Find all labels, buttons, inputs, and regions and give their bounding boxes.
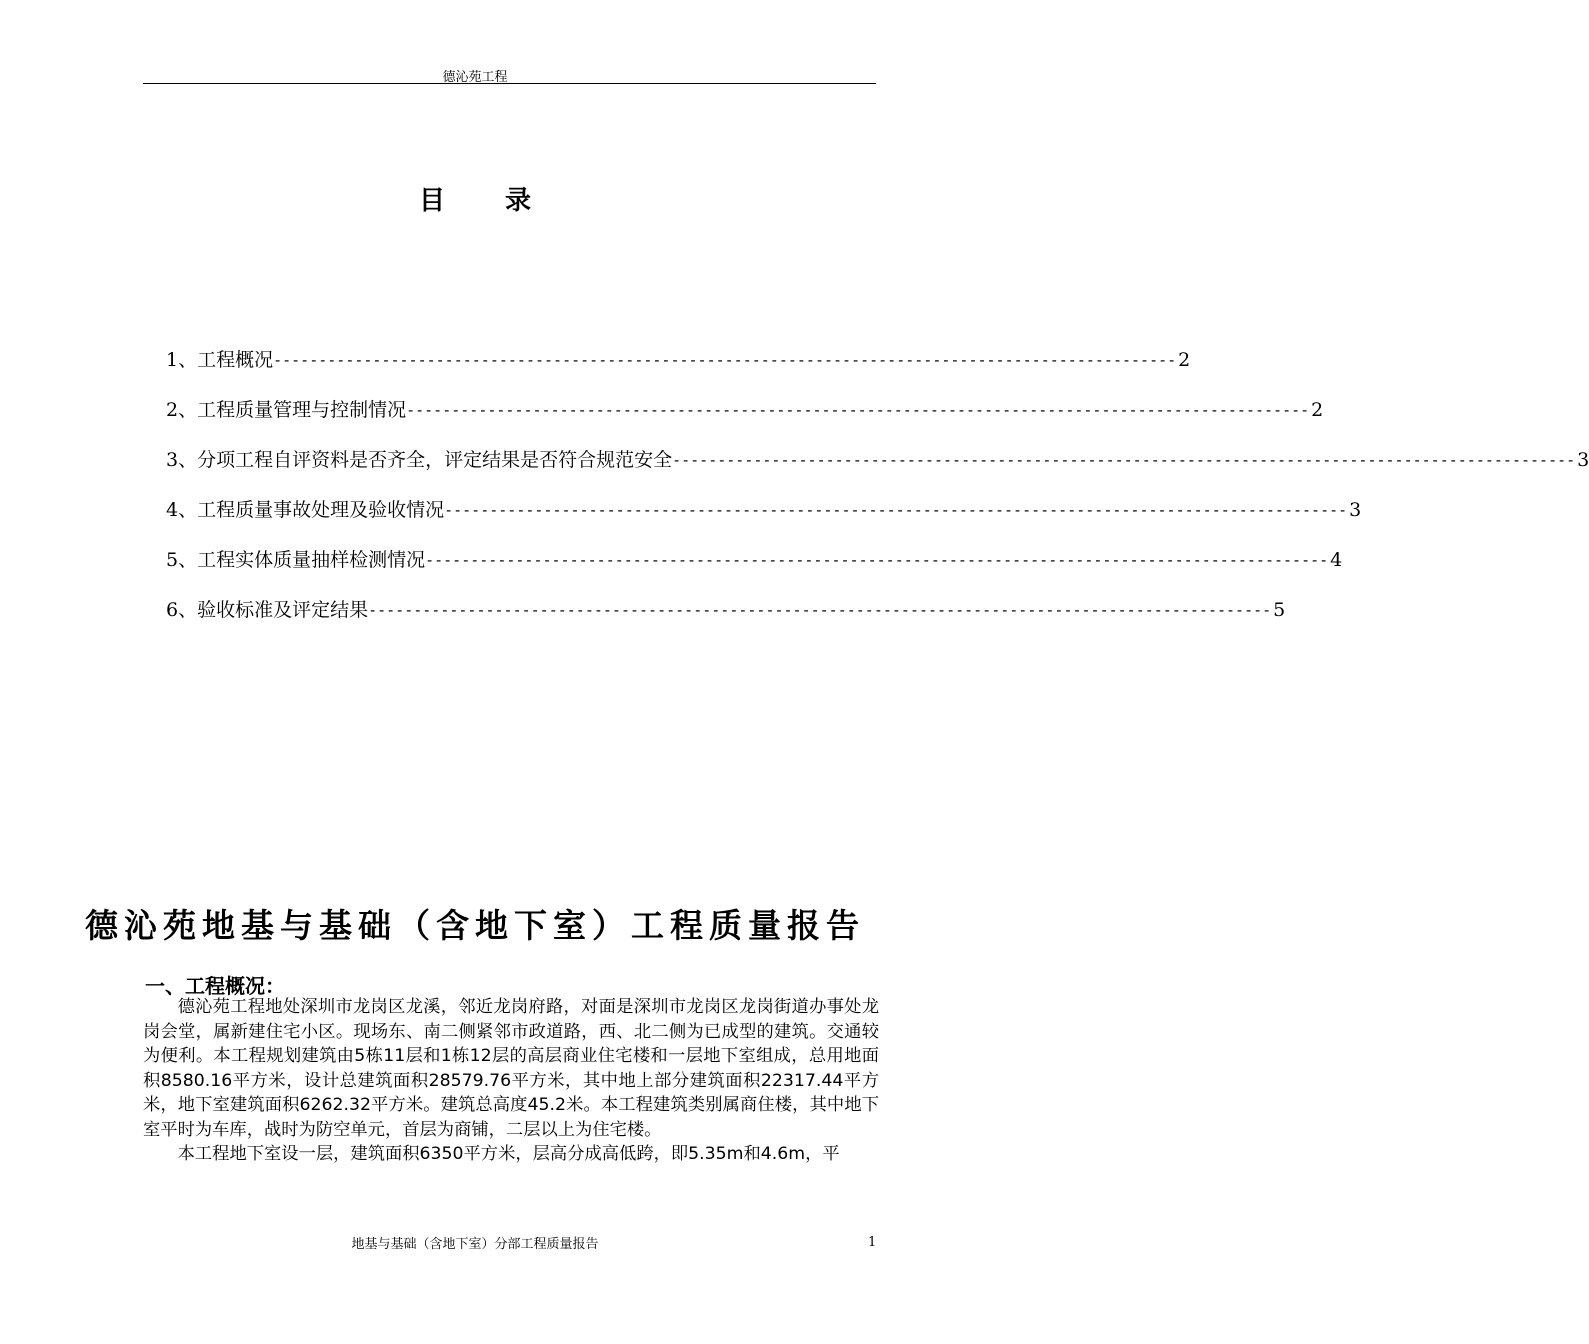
- toc-leader: ----------------------------------------------------------------------------------------------------: [368, 601, 1272, 619]
- toc-entry-label: 6、验收标准及评定结果: [166, 599, 369, 621]
- toc-entry-label: 5、工程实体质量抽样检测情况: [166, 549, 426, 571]
- toc-entry[interactable]: [166, 473, 1362, 523]
- toc-entry-page: 2: [1311, 399, 1324, 421]
- page-number: 1: [868, 1235, 877, 1250]
- toc-leader: ----------------------------------------------------------------------------------------------------: [444, 501, 1348, 519]
- body-paragraph: 德沁苑工程地处深圳市龙岗区龙溪，邻近龙岗府路，对面是深圳市龙岗区龙岗街道办事处龙岗会堂，属新建住宅小区。现场东、南二侧紧邻市政道路，西、北二侧为已成型的建筑。交通较为便利。本工程规划建筑由5栋11层和1栋12层的高层商业住宅楼和一层地下室组成，总用地面积8580.16平方米，设计总建筑面积28579.76平方米，其中地上部分建筑面积22317.44平方米，地下室建筑面积6262.32平方米。建筑总高度45.2米。本工程建筑类别属商住楼，其中地下室平时为车库，战时为防空单元，首层为商铺，二层以上为住宅楼。: [143, 997, 879, 1140]
- body-paragraph: 本工程地下室设一层，建筑面积6350平方米，层高分成高低跨，即5.35m和4.6m，平: [177, 1144, 840, 1164]
- toc-entry-page: 3: [1349, 499, 1362, 521]
- toc-entry-label: 2、工程质量管理与控制情况: [166, 399, 407, 421]
- toc-leader: ----------------------------------------------------------------------------------------------------: [273, 351, 1177, 369]
- page-header-title: 德沁苑工程: [442, 70, 508, 85]
- toc-title-char-1: 目: [418, 186, 445, 216]
- toc-entry[interactable]: [166, 323, 1191, 373]
- toc-entry-page: 5: [1273, 599, 1286, 621]
- toc-entry[interactable]: [166, 573, 1286, 623]
- table-of-contents: [166, 323, 1589, 623]
- toc-leader: ----------------------------------------------------------------------------------------------------: [425, 551, 1329, 569]
- page-footer-title: 地基与基础（含地下室）分部工程质量报告: [351, 1237, 599, 1252]
- section-heading: 一、工程概况：: [145, 974, 285, 998]
- toc-entry-page: 3: [1577, 449, 1589, 471]
- report-title: 德沁苑地基与基础（含地下室）工程质量报告: [85, 906, 865, 945]
- toc-title-char-2: 录: [505, 186, 532, 216]
- toc-entry[interactable]: [166, 373, 1324, 423]
- toc-entry-label: 3、分项工程自评资料是否齐全，评定结果是否符合规范安全: [166, 449, 673, 471]
- header-rule: [143, 83, 876, 84]
- toc-entry-label: 1、工程概况: [166, 349, 274, 371]
- report-body: [143, 995, 879, 1167]
- toc-entry[interactable]: [166, 423, 1589, 473]
- toc-entry-page: 4: [1330, 549, 1343, 571]
- toc-leader: ----------------------------------------------------------------------------------------------------: [406, 401, 1310, 419]
- toc-entry[interactable]: [166, 523, 1343, 573]
- toc-entry-page: 2: [1178, 349, 1191, 371]
- toc-leader: ----------------------------------------------------------------------------------------------------: [672, 451, 1576, 469]
- toc-title: [0, 180, 950, 217]
- toc-entry-label: 4、工程质量事故处理及验收情况: [166, 499, 445, 521]
